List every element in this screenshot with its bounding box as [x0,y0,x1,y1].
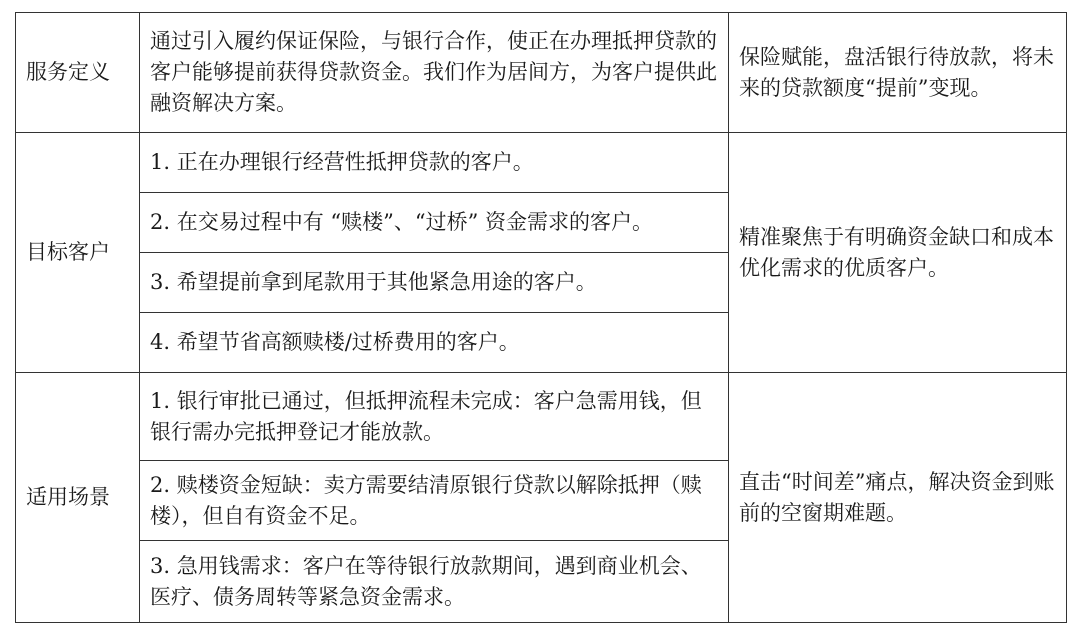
target-customer-item: 1. 正在办理银行经营性抵押贷款的客户。 [140,133,729,193]
service-definition-text: 通过引入履约保证保险，与银行合作，使正在办理抵押贷款的客户能够提前获得贷款资金。我们作为居间方，为客户提供此融资解决方案。 [140,13,729,133]
row-label-service-definition: 服务定义 [16,13,140,133]
scenarios-summary: 直击“时间差”痛点，解决资金到账前的空窗期难题。 [729,373,1067,623]
scenario-item: 1. 银行审批已通过，但抵押流程未完成：客户急需用钱，但银行需办完抵押登记才能放款。 [140,373,729,461]
service-definition-summary: 保险赋能，盘活银行待放款，将未来的贷款额度“提前”变现。 [729,13,1067,133]
row-label-scenarios: 适用场景 [16,373,140,623]
table-row-target-customers [16,133,1067,193]
target-customers-summary: 精准聚焦于有明确资金缺口和成本优化需求的优质客户。 [729,133,1067,373]
target-customer-item: 3. 希望提前拿到尾款用于其他紧急用途的客户。 [140,253,729,313]
scenario-item: 2. 赎楼资金短缺：卖方需要结清原银行贷款以解除抵押（赎楼），但自有资金不足。 [140,461,729,541]
product-info-table [15,12,1067,623]
row-label-target-customers: 目标客户 [16,133,140,373]
target-customer-item: 2. 在交易过程中有 “赎楼”、“过桥” 资金需求的客户。 [140,193,729,253]
table-row-service-definition [16,13,1067,133]
scenario-item: 3. 急用钱需求：客户在等待银行放款期间，遇到商业机会、医疗、债务周转等紧急资金需求。 [140,541,729,623]
target-customer-item: 4. 希望节省高额赎楼/过桥费用的客户。 [140,313,729,373]
table-row-scenarios [16,373,1067,461]
